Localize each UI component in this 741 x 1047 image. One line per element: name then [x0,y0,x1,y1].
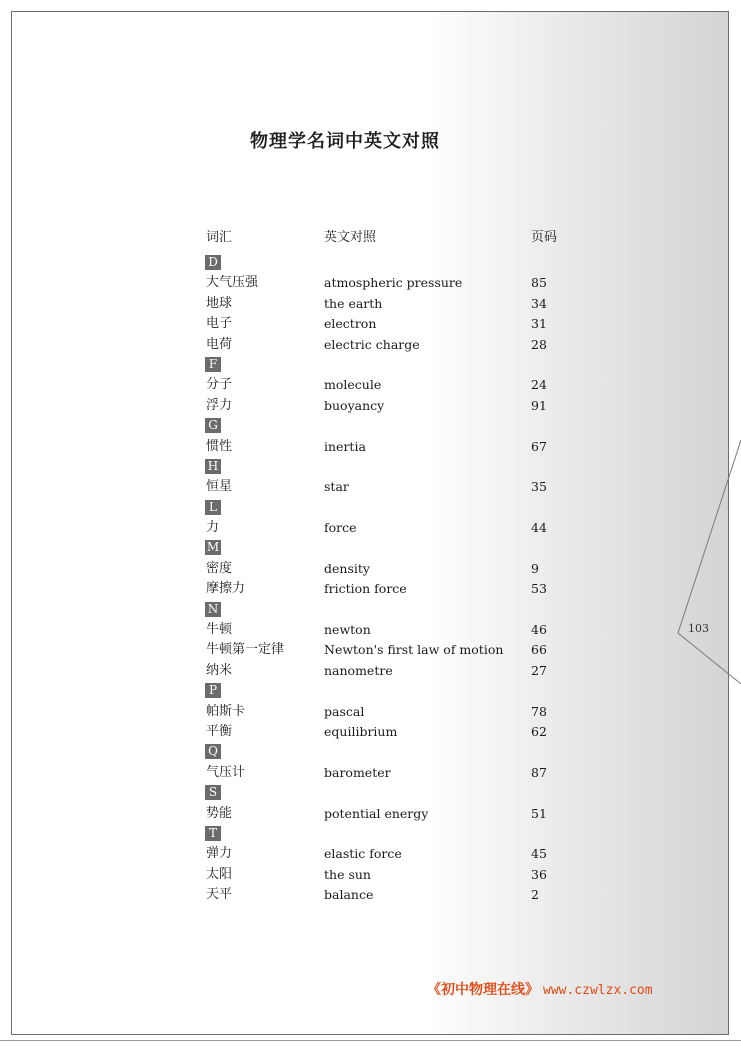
table-row [0,396,741,416]
table-row [0,702,741,722]
english-cell: pascal [324,703,365,719]
english-cell: star [324,479,349,495]
table-row [0,620,741,640]
term-cell: 平衡 [206,723,233,739]
table-row [0,763,741,783]
page-cell: 9 [531,560,539,576]
table-row [0,314,741,334]
glossary-table [0,253,741,906]
english-cell: inertia [324,438,366,454]
section-letter-badge: P [205,683,221,698]
term-cell: 牛顿第一定律 [206,642,285,658]
page-cell: 31 [531,316,547,332]
page-cell: 51 [531,805,547,821]
page-cell: 34 [531,295,547,311]
section-letter-row [0,681,741,701]
table-row [0,375,741,395]
table-row [0,518,741,538]
english-cell: nanometre [324,662,393,678]
english-cell: elastic force [324,846,402,862]
table-row [0,804,741,824]
section-letter-badge: L [205,500,221,515]
english-cell: friction force [324,581,407,597]
section-letter-row [0,742,741,762]
header-english: 英文对照 [324,230,377,245]
term-cell: 力 [206,520,220,536]
section-letter-badge: H [205,459,221,474]
bottom-divider [0,1040,741,1041]
section-letter-row [0,600,741,620]
english-cell: newton [324,622,371,638]
table-row [0,885,741,905]
page-cell: 24 [531,377,547,393]
term-cell: 弹力 [206,846,233,862]
table-row [0,273,741,293]
page-cell: 44 [531,520,547,536]
page-cell: 53 [531,581,547,597]
section-letter-badge: N [205,602,221,617]
table-row [0,844,741,864]
section-letter-row [0,253,741,273]
section-letter-row [0,457,741,477]
page-cell: 67 [531,438,547,454]
table-row [0,559,741,579]
header-term: 词汇 [206,230,233,245]
table-row [0,661,741,681]
term-cell: 帕斯卡 [206,703,246,719]
section-letter-badge: D [205,255,221,270]
page-cell: 28 [531,336,547,352]
english-cell: balance [324,887,374,903]
footer-brand: 《初中物理在线》 [427,982,539,998]
footer-credit [427,979,653,999]
term-cell: 惯性 [206,438,233,454]
english-cell: the earth [324,295,383,311]
english-cell: Newton's first law of motion [324,642,504,658]
page-cell: 2 [531,887,539,903]
page-cell: 78 [531,703,547,719]
page-cell: 62 [531,723,547,739]
english-cell: potential energy [324,805,429,821]
section-letter-row [0,498,741,518]
page-cell: 85 [531,275,547,291]
english-cell: barometer [324,764,391,780]
english-cell: equilibrium [324,723,398,739]
section-letter-row [0,538,741,558]
term-cell: 地球 [206,295,233,311]
english-cell: electron [324,316,377,332]
term-cell: 密度 [206,560,233,576]
english-cell: density [324,560,370,576]
page-cell: 46 [531,622,547,638]
header-page: 页码 [531,230,558,245]
table-row [0,640,741,660]
term-cell: 电荷 [206,336,233,352]
page-title: 物理学名词中英文对照 [250,131,440,152]
section-letter-badge: G [205,418,221,433]
term-cell: 大气压强 [206,275,259,291]
table-row [0,335,741,355]
term-cell: 天平 [206,887,233,903]
english-cell: molecule [324,377,382,393]
page-number: 103 [688,622,709,635]
term-cell: 恒星 [206,479,233,495]
english-cell: the sun [324,866,371,882]
english-cell: electric charge [324,336,420,352]
section-letter-badge: Q [205,744,221,759]
table-header [0,226,741,246]
page-cell: 91 [531,397,547,413]
table-row [0,294,741,314]
section-letter-row [0,416,741,436]
term-cell: 纳米 [206,662,233,678]
page-cell: 66 [531,642,547,658]
term-cell: 分子 [206,377,233,393]
table-row [0,437,741,457]
page-cell: 45 [531,846,547,862]
term-cell: 气压计 [206,764,246,780]
term-cell: 势能 [206,805,233,821]
english-cell: buoyancy [324,397,385,413]
table-row [0,477,741,497]
term-cell: 牛顿 [206,622,233,638]
section-letter-row [0,355,741,375]
english-cell: atmospheric pressure [324,275,463,291]
section-letter-row [0,824,741,844]
section-letter-row [0,783,741,803]
page-cell: 35 [531,479,547,495]
section-letter-badge: F [205,357,221,372]
term-cell: 太阳 [206,866,233,882]
table-row [0,722,741,742]
table-row [0,865,741,885]
term-cell: 摩擦力 [206,581,246,597]
page-cell: 36 [531,866,547,882]
term-cell: 电子 [206,316,233,332]
table-row [0,579,741,599]
section-letter-badge: T [205,826,221,841]
section-letter-badge: S [205,785,221,800]
footer-url[interactable]: www.czwlzx.com [543,983,653,998]
section-letter-badge: M [206,540,220,555]
page-cell: 27 [531,662,547,678]
page-cell: 87 [531,764,547,780]
term-cell: 浮力 [206,397,233,413]
english-cell: force [324,520,357,536]
